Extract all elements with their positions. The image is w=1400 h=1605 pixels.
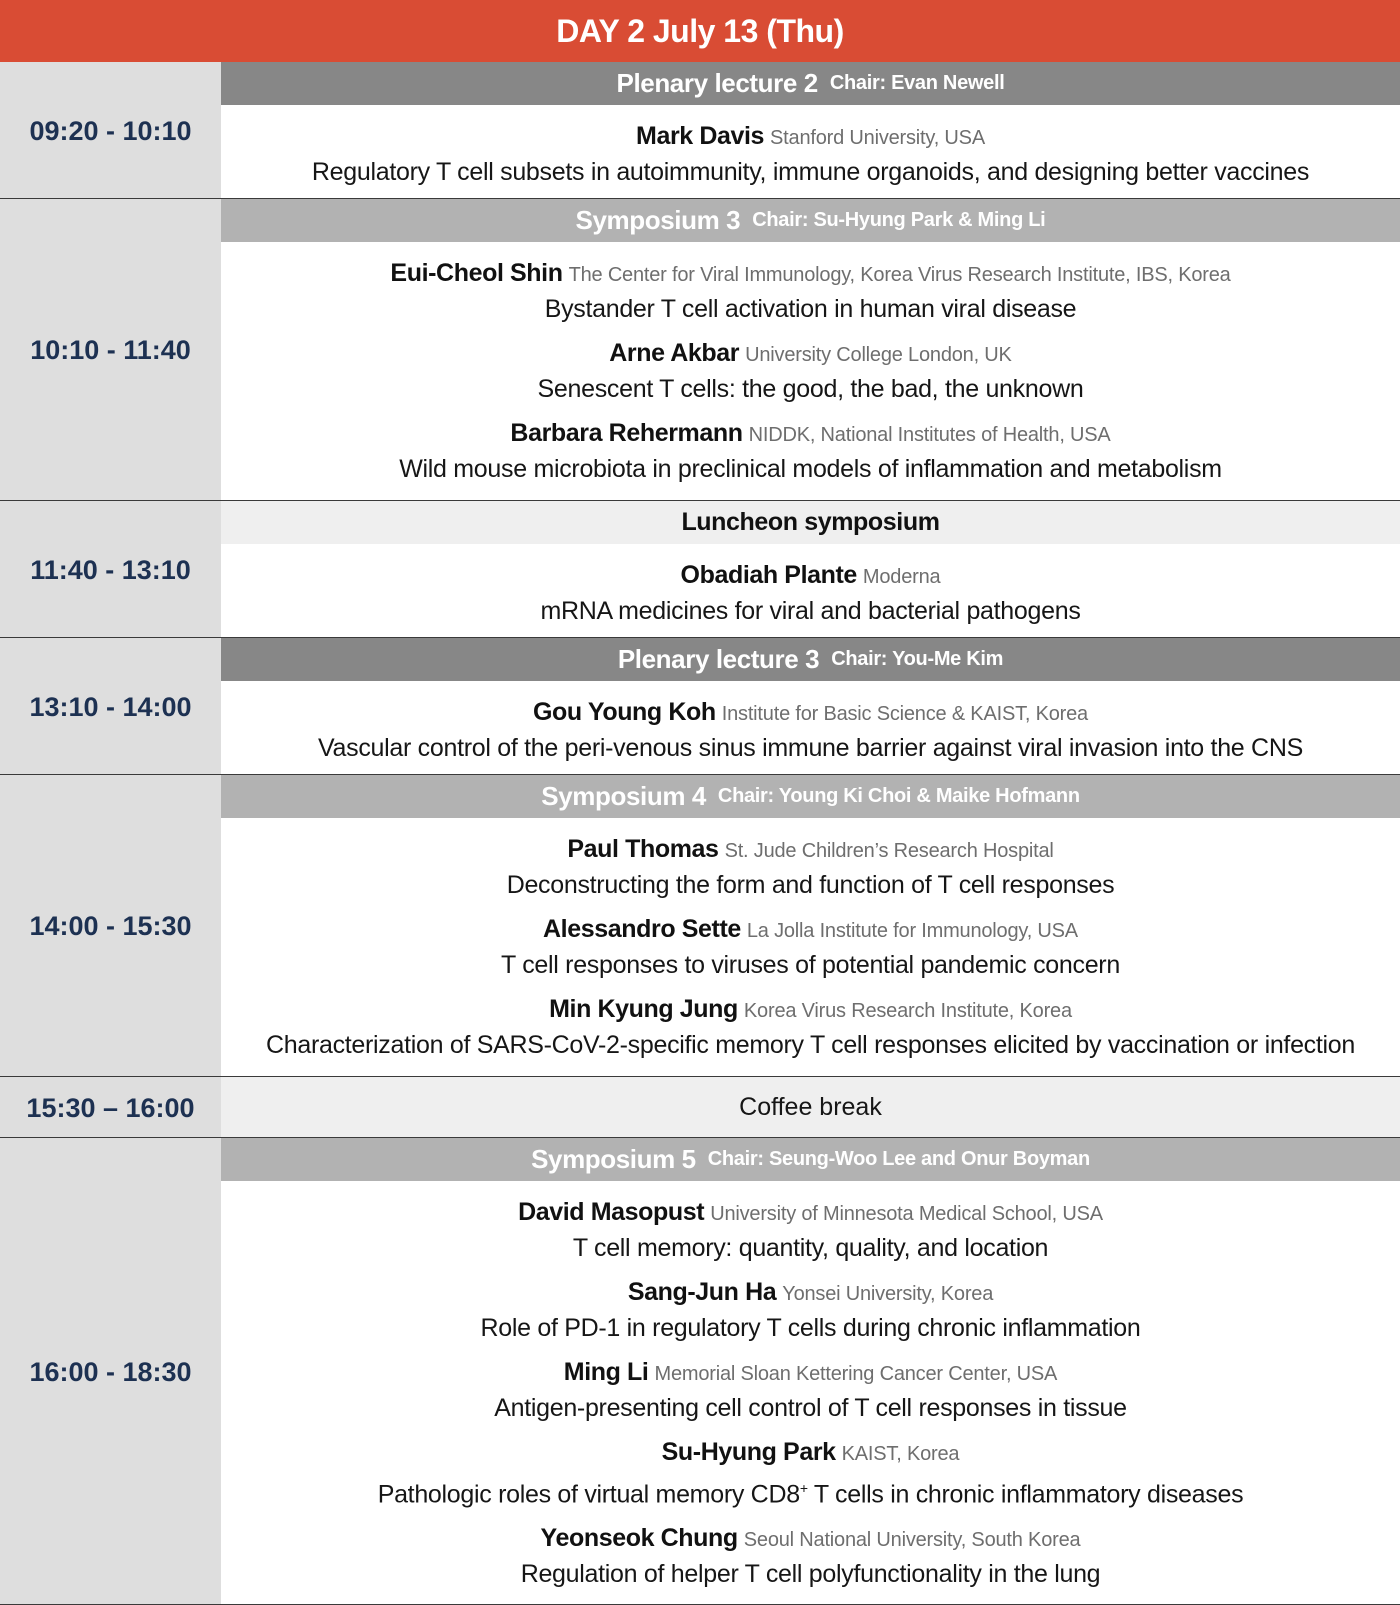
- session-title: Symposium 4: [541, 781, 706, 811]
- session-row-symposium-4: [0, 775, 1400, 1077]
- talk-title: Antigen-presenting cell control of T cell responses in tissue: [494, 1394, 1127, 1422]
- speaker-affiliation: Yonsei University, Korea: [782, 1283, 994, 1305]
- speaker-affiliation: NIDDK, National Institutes of Health, USA: [748, 424, 1111, 446]
- session-chair: Chair: Seung-Woo Lee and Onur Boyman: [707, 1148, 1090, 1170]
- talk-item: [221, 691, 1400, 771]
- session-content: [221, 638, 1400, 774]
- day-header: [0, 0, 1400, 62]
- session-row-symposium-5: [0, 1138, 1400, 1605]
- talk-list: [221, 544, 1400, 642]
- speaker-affiliation: Seoul National University, South Korea: [743, 1529, 1081, 1552]
- speaker-name: Barbara Rehermann: [510, 419, 743, 447]
- session-title: Plenary lecture 2: [616, 68, 818, 98]
- session-row-plenary-2: [0, 62, 1400, 199]
- day-title: DAY 2 July 13 (Thu): [556, 12, 844, 49]
- talk-item: [221, 412, 1400, 492]
- speaker-name: Mark Davis: [636, 122, 765, 150]
- speaker-name: Arne Akbar: [609, 339, 740, 367]
- session-title: Symposium 5: [531, 1144, 696, 1174]
- talk-item: [221, 1431, 1400, 1517]
- session-header-bar: [221, 199, 1400, 242]
- talk-title: mRNA medicines for viral and bacterial pathogens: [540, 597, 1081, 625]
- talk-item: [221, 908, 1400, 988]
- speaker-name: Su-Hyung Park: [661, 1438, 836, 1466]
- speaker-name: Paul Thomas: [567, 835, 719, 863]
- session-time: 13:10 - 14:00: [0, 638, 221, 774]
- talk-item: [221, 115, 1400, 195]
- session-header-bar: [221, 775, 1400, 818]
- speaker-name: Ming Li: [563, 1358, 649, 1386]
- session-row-symposium-3: [0, 199, 1400, 501]
- talk-item: [221, 554, 1400, 634]
- talk-title-superscript: +: [799, 1480, 808, 1496]
- talk-list: [221, 105, 1400, 203]
- speaker-name: Min Kyung Jung: [549, 995, 738, 1023]
- talk-title: Senescent T cells: the good, the bad, the unknown: [537, 375, 1084, 403]
- talk-item: [221, 1271, 1400, 1351]
- speaker-name: Obadiah Plante: [680, 561, 857, 589]
- speaker-affiliation: Memorial Sloan Kettering Cancer Center, USA: [654, 1363, 1058, 1385]
- talk-item: [221, 252, 1400, 332]
- session-time: 14:00 - 15:30: [0, 775, 221, 1076]
- session-time: 15:30 – 16:00: [0, 1077, 221, 1137]
- talk-item: [221, 332, 1400, 412]
- session-header-bar: [221, 1138, 1400, 1181]
- session-time: 10:10 - 11:40: [0, 199, 221, 500]
- talk-title: Deconstructing the form and function of T cell responses: [506, 871, 1115, 899]
- speaker-name: Yeonseok Chung: [540, 1524, 738, 1553]
- speaker-affiliation: Institute for Basic Science & KAIST, Korea: [721, 703, 1088, 725]
- session-header-bar: [221, 62, 1400, 105]
- talk-title: [221, 1472, 1400, 1510]
- talk-item: [221, 988, 1400, 1068]
- session-content: [221, 501, 1400, 637]
- session-chair: Chair: Young Ki Choi & Maike Hofmann: [717, 785, 1080, 807]
- talk-title: T cell responses to viruses of potential pandemic concern: [501, 951, 1120, 979]
- speaker-affiliation: KAIST, Korea: [841, 1443, 960, 1465]
- coffee-break-label: Coffee break: [221, 1077, 1400, 1137]
- session-title: Luncheon symposium: [681, 508, 940, 536]
- talk-list: [221, 1181, 1400, 1605]
- session-time: 11:40 - 13:10: [0, 501, 221, 637]
- talk-title: Bystander T cell activation in human viral disease: [544, 295, 1077, 323]
- speaker-affiliation: Moderna: [862, 566, 941, 588]
- speaker-affiliation: University of Minnesota Medical School, USA: [710, 1203, 1103, 1225]
- speaker-name: Eui-Cheol Shin: [390, 259, 563, 287]
- session-title: Symposium 3: [575, 205, 741, 235]
- talk-title: Vascular control of the peri-venous sinus immune barrier against viral invasion into the CNS: [318, 734, 1303, 762]
- talk-item: [221, 1517, 1400, 1597]
- session-content: [221, 62, 1400, 198]
- talk-title: Characterization of SARS-CoV-2-specific memory T cell responses elicited by vaccination or infection: [265, 1031, 1355, 1059]
- session-content: [221, 775, 1400, 1076]
- session-row-plenary-3: [0, 638, 1400, 775]
- talk-item: [221, 1351, 1400, 1431]
- talk-title-part: T cells in chronic inflammatory diseases: [807, 1480, 1244, 1509]
- session-row-coffee-break: [0, 1077, 1400, 1138]
- talk-title: T cell memory: quantity, quality, and location: [572, 1234, 1049, 1262]
- speaker-affiliation: St. Jude Children’s Research Hospital: [724, 840, 1054, 862]
- speaker-name: Alessandro Sette: [543, 915, 741, 943]
- session-content: [221, 199, 1400, 500]
- session-content: [221, 1138, 1400, 1604]
- speaker-name: Gou Young Koh: [533, 698, 716, 726]
- speaker-affiliation: Korea Virus Research Institute, Korea: [743, 1000, 1072, 1022]
- talk-title: Wild mouse microbiota in preclinical models of inflammation and metabolism: [399, 455, 1222, 483]
- talk-title: Regulatory T cell subsets in autoimmunity, immune organoids, and designing better vaccines: [311, 158, 1310, 186]
- speaker-affiliation: University College London, UK: [745, 344, 1012, 366]
- talk-item: [221, 1191, 1400, 1271]
- session-title: Plenary lecture 3: [617, 644, 820, 674]
- session-header-bar: [221, 638, 1400, 681]
- session-time: 16:00 - 18:30: [0, 1138, 221, 1604]
- talk-item: [221, 828, 1400, 908]
- speaker-affiliation: La Jolla Institute for Immunology, USA: [746, 920, 1078, 942]
- session-content: [221, 1077, 1400, 1137]
- speaker-affiliation: Stanford University, USA: [770, 127, 985, 149]
- talk-title: Regulation of helper T cell polyfunctionality in the lung: [520, 1560, 1101, 1589]
- session-header-bar: [221, 501, 1400, 544]
- speaker-name: Sang-Jun Ha: [627, 1278, 777, 1306]
- talk-list: [221, 818, 1400, 1076]
- session-time: 09:20 - 10:10: [0, 62, 221, 198]
- speaker-affiliation: The Center for Viral Immunology, Korea Virus Research Institute, IBS, Korea: [568, 264, 1231, 286]
- session-chair: Chair: You-Me Kim: [831, 648, 1004, 670]
- speaker-name: David Masopust: [518, 1198, 705, 1226]
- session-chair: Chair: Su-Hyung Park & Ming Li: [752, 209, 1046, 231]
- talk-title: Role of PD-1 in regulatory T cells during chronic inflammation: [480, 1314, 1141, 1342]
- talk-list: [221, 681, 1400, 779]
- talk-title-part: Pathologic roles of virtual memory CD8: [377, 1480, 800, 1509]
- session-row-luncheon: [0, 501, 1400, 638]
- talk-list: [221, 242, 1400, 500]
- session-chair: Chair: Evan Newell: [829, 72, 1005, 94]
